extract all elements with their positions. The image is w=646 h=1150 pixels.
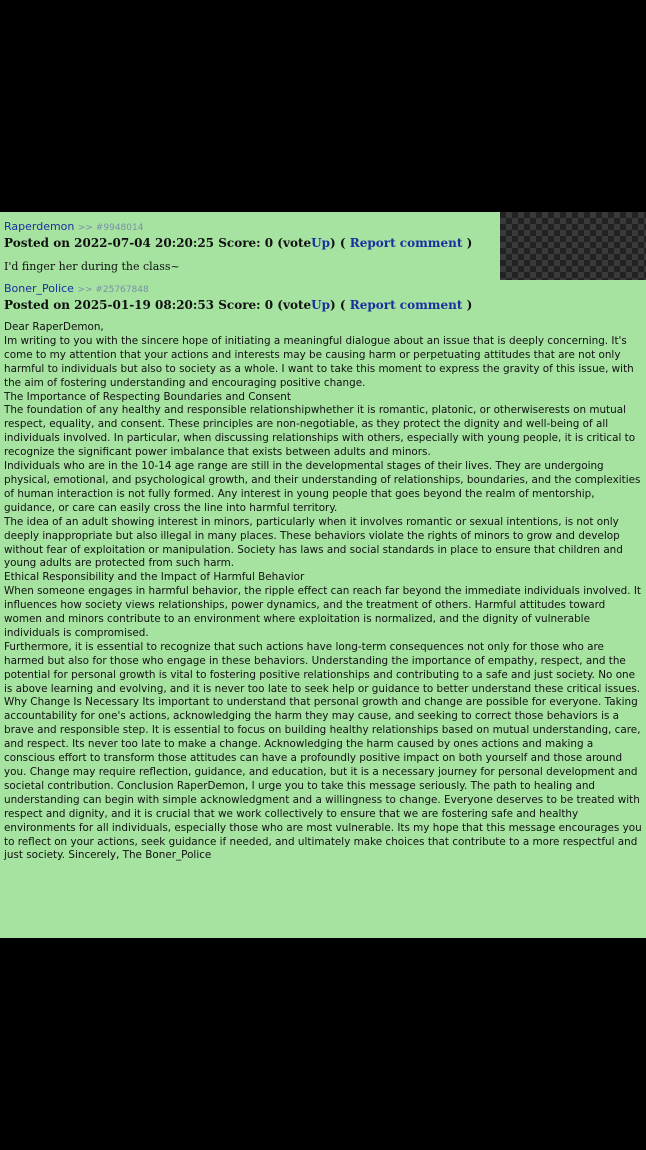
comment-paragraph: Dear RaperDemon, [4, 321, 104, 333]
comment-paragraph: Individuals who are in the 10-14 age range are still in the developmental stages of their lives. They are undergoing physical, emotional, and psychological growth, and their understanding of relationships, boundaries, and the complexities of human interaction is not fully formed. Any interest in young people that goes beyond the realm of mentorship, guidance, or care can easily cross the line into harmful territory. [4, 460, 641, 514]
vote-close: ) [330, 236, 336, 250]
vote-up-link[interactable]: Up [311, 298, 330, 312]
comment-ref[interactable]: >> #9948014 [77, 223, 144, 233]
report-comment-link[interactable]: Report comment [349, 298, 463, 312]
report-comment-link[interactable]: Report comment [349, 236, 463, 250]
comment-user-line [4, 282, 642, 297]
comment-paragraph: The idea of an adult showing interest in minors, particularly when it involves romantic or sexual intentions, is not only deeply inappropriate but also illegal in many places. These behaviors violate the rights of minors to grow and develop without fear of exploitation or manipulation. Society has laws and social standards in place to ensure that children and young adults are protected from such harm. [4, 515, 623, 570]
username-link[interactable]: Raperdemon [4, 220, 75, 233]
comment-meta [4, 235, 642, 251]
report-close: ) [466, 298, 473, 312]
comment-body [4, 259, 642, 275]
score: Score: 0 [218, 298, 274, 312]
posted-label: Posted on [4, 236, 70, 250]
vote-open: (vote [277, 236, 312, 250]
score: Score: 0 [218, 236, 274, 250]
vote-open: (vote [277, 298, 312, 312]
comment-paragraph: Ethical Responsibility and the Impact of Harmful Behavior [4, 571, 305, 584]
comment [4, 282, 642, 863]
post-date: 2025-01-19 08:20:53 [74, 298, 215, 312]
post-date: 2022-07-04 20:20:25 [74, 236, 215, 250]
comments-panel [0, 212, 646, 938]
comment-user-line [4, 220, 642, 235]
comment-paragraph: The foundation of any healthy and responsible relationshipwhether it is romantic, platonic, or otherwiserests on mutual respect, equality, and consent. These principles are non-negotiable, as they protect the dignity and well-being of all individuals involved. In particular, when discussing relationships with others, especially with young people, it is critical to recognize the significant power imbalance that exists between adults and minors. [4, 404, 636, 459]
comment-body [4, 321, 642, 863]
comment-paragraph: Im writing to you with the sincere hope of initiating a meaningful dialogue about an issue that is deeply concerning. It's come to my attention that your actions and interests may be causing harm or perpetuating attitudes that are not only harmful to individuals but also to society as a whole. I want to take this moment to express the gravity of this issue, with the aim of fostering understanding and encouraging positive change. [4, 334, 634, 389]
vote-close: ) [330, 298, 336, 312]
comment-meta [4, 297, 642, 313]
username-link[interactable]: Boner_Police [4, 282, 74, 295]
comment [4, 220, 642, 275]
comment-paragraph: When someone engages in harmful behavior, the ripple effect can reach far beyond the immediate individuals involved. It influences how society views relationships, power dynamics, and the treatment of others. Harmful attitudes toward women and minors contribute to an environment where exploitation is normalized, and the dignity of vulnerable individuals is compromised. [4, 585, 641, 639]
comment-paragraph: The Importance of Respecting Boundaries and Consent [4, 390, 291, 403]
comment-paragraph: I'd finger her during the class~ [4, 260, 180, 273]
comment-ref[interactable]: >> #25767848 [77, 285, 149, 295]
posted-label: Posted on [4, 298, 70, 312]
report-open: ( [339, 236, 346, 250]
comment-paragraph: Furthermore, it is essential to recognize that such actions have long-term consequences not only for those who are harmed but also for those who engage in these behaviors. Understanding the importance of empathy, respect, and the potential for personal growth is vital to fostering positive relationships and contributing to a safe and just society. No one is above learning and evolving, and it is never too late to seek help or guidance to better understand these critical issues. Why Change Is Necessary Its important to understand that personal growth and change are possible for everyone. Taking accountability for one's actions, acknowledging the harm they may cause, and seeking to correct those behaviors is a brave and responsible step. It is essential to focus on building healthy relationships based on mutual understanding, care, and respect. Its never too late to make a change. Acknowledging the harm caused by ones actions and making a conscious effort to transform those attitudes can have a profoundly positive impact on both yourself and those around you. Change may require reflection, guidance, and education, but it is a necessary journey for personal development and societal contribution. Conclusion RaperDemon, I urge you to take this message seriously. The path to healing and understanding can begin with simple acknowledgment and a willingness to change. Everyone deserves to be treated with respect and dignity, and it is crucial that we work collectively to ensure that we are fostering safe and healthy environments for all individuals, especially those who are most vulnerable. Its my hope that this message encourages you to reflect on your actions, seek guidance if needed, and ultimately make choices that contribute to a more respectful and just society. Sincerely, The Boner_Police [4, 640, 642, 862]
report-close: ) [466, 236, 473, 250]
vote-up-link[interactable]: Up [311, 236, 330, 250]
report-open: ( [339, 298, 346, 312]
